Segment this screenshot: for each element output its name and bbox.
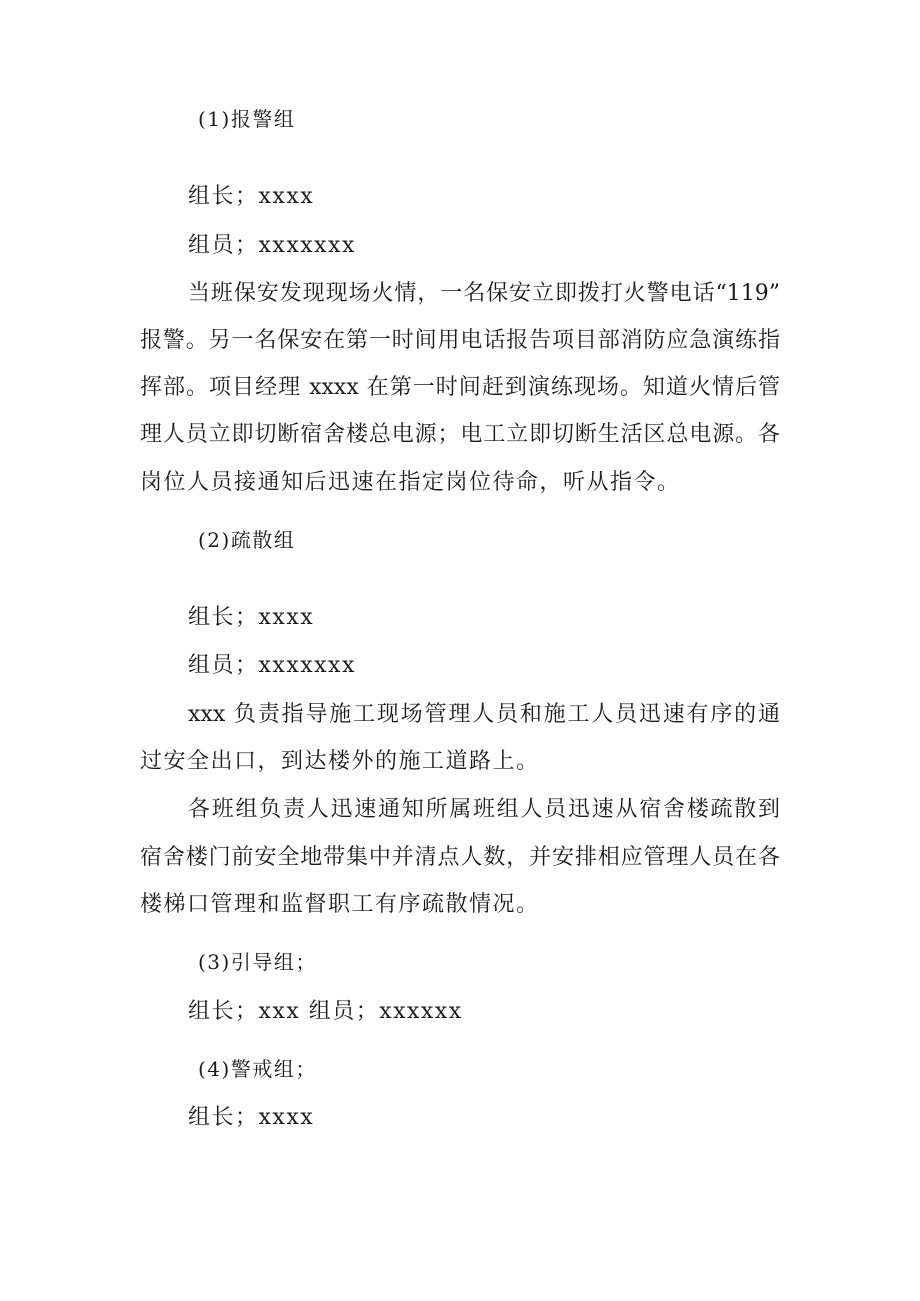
section-heading-alarm-group: (1)报警组 — [198, 107, 296, 131]
paragraph-line: 各班组负责人迅速通知所属班组人员迅速从宿舍楼疏散到 — [188, 797, 780, 822]
paragraph-line: 楼梯口管理和监督职工有序疏散情况。 — [140, 892, 540, 917]
paragraph-line: 岗位人员接通知后迅速在指定岗位待命，听从指令。 — [140, 470, 681, 495]
section-heading-guidance-group: (3)引导组； — [198, 950, 317, 974]
alarm-group-leader: 组长；xxxx — [188, 184, 315, 209]
paragraph-line: 宿舍楼门前安全地带集中并清点人数，并安排相应管理人员在各 — [140, 845, 780, 870]
section-heading-cordon-group: (4)警戒组； — [198, 1057, 317, 1081]
paragraph-line: 理人员立即切断宿舍楼总电源；电工立即切断生活区总电源。各 — [140, 422, 780, 447]
evacuation-group-leader: 组长；xxxx — [188, 605, 315, 630]
paragraph-line: xxx 负责指导施工现场管理人员和施工人员迅速有序的通 — [188, 702, 780, 727]
paragraph-line: 挥部。项目经理 xxxx 在第一时间赶到演练现场。知道火情后管 — [140, 375, 780, 400]
evacuation-group-members: 组员；xxxxxxx — [188, 653, 356, 678]
cordon-group-leader: 组长；xxxx — [188, 1105, 315, 1130]
paragraph-line: 报警。另一名保安在第一时间用电话报告项目部消防应急演练指 — [140, 328, 780, 353]
section-heading-evacuation-group: (2)疏散组 — [198, 528, 296, 552]
paragraph-line: 当班保安发现现场火情，一名保安立即拨打火警电话“119” — [188, 281, 780, 306]
alarm-group-members: 组员；xxxxxxx — [188, 233, 356, 258]
guidance-group-leader-members: 组长；xxx 组员；xxxxxx — [188, 999, 463, 1024]
paragraph-line: 过安全出口，到达楼外的施工道路上。 — [140, 749, 540, 774]
